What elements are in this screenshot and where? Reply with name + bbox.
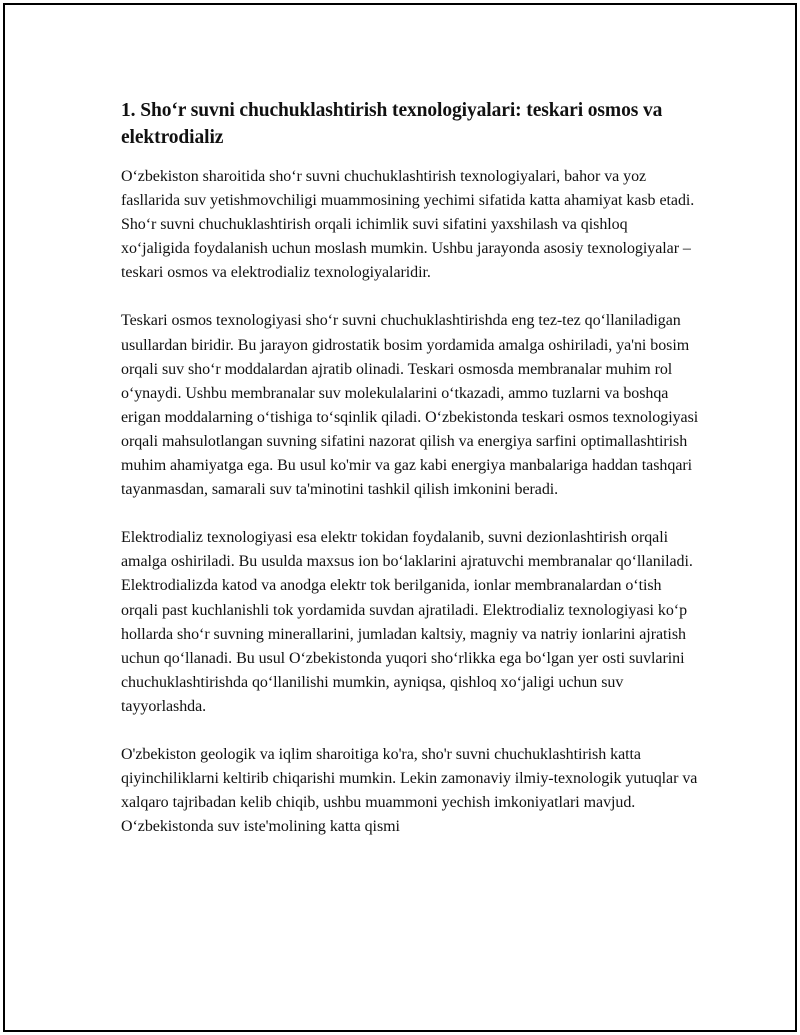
- document-body: [121, 97, 699, 839]
- paragraph-intro: O‘zbekiston sharoitida sho‘r suvni chuchuklashtirish texnologiyalari, bahor va yoz fasllarida suv yetishmovchiligi muammosining yechimi sifatida katta ahamiyat kasb etadi. Sho‘r suvni chuchuklashtirish orqali ichimlik suvi sifatini yaxshilash va qishloq xo‘jaligida foydalanish uchun moslash mumkin. Ushbu jarayonda asosiy texnologiyalar – teskari osmos va elektrodializ texnologiyalaridir.: [121, 168, 695, 282]
- paragraph-conditions: O'zbekiston geologik va iqlim sharoitiga ko'ra, sho'r suvni chuchuklashtirish katta qiyinchiliklarni keltirib chiqarishi mumkin. Lekin zamonaviy ilmiy-texnologik yutuqlar va xalqaro tajribadan kelib chiqib, ushbu muammoni yechish imkoniyatlari mavjud. O‘zbekistonda suv iste'molining katta qismi: [121, 745, 698, 836]
- paragraph-reverse-osmosis: Teskari osmos texnologiyasi sho‘r suvni chuchuklashtirishda eng tez-tez qo‘llaniladigan usullardan biridir. Bu jarayon gidrostatik bosim yordamida amalga oshiriladi, ya'ni bosim orqali suv sho‘r moddalardan ajratib olinadi. Teskari osmosda membranalar muhim rol o‘ynaydi. Ushbu membranalar suv molekulalarini o‘tkazadi, ammo tuzlarni va boshqa erigan moddalarning o‘tishiga to‘sqinlik qiladi. O‘zbekistonda teskari osmos texnologiyasi orqali mahsulotlangan suvning sifatini nazorat qilish va energiya sarfini optimallashtirish muhim ahamiyatga ega. Bu usul ko'mir va gaz kabi energiya manbalariga haddan tashqari tayanmasdan, samarali suv ta'minotini tashkil qilish imkonini beradi.: [121, 312, 699, 499]
- section-heading: 1. Sho‘r suvni chuchuklashtirish texnologiyalari: teskari osmos va elektrodializ: [121, 100, 663, 148]
- page-frame: [3, 3, 797, 1032]
- paragraph-electrodialysis: Elektrodializ texnologiyasi esa elektr tokidan foydalanib, suvni dezionlashtirish orqali amalga oshiriladi. Bu usulda maxsus ion bo‘laklarini ajratuvchi membranalar qo‘llaniladi. Elektrodializda katod va anodga elektr tok berilganida, ionlar membranalardan o‘tish orqali past kuchlanishli tok yordamida suvdan ajratiladi. Elektrodializ texnologiyasi ko‘p hollarda sho‘r suvning minerallarini, jumladan kaltsiy, magniy va natriy ionlarini ajratish uchun qo‘llanadi. Bu usul O‘zbekistonda yuqori sho‘rlikka ega bo‘lgan yer osti suvlarini chuchuklashtirishda qo‘llanilishi mumkin, ayniqsa, qishloq xo‘jaligi uchun suv tayyorlashda.: [121, 529, 693, 715]
